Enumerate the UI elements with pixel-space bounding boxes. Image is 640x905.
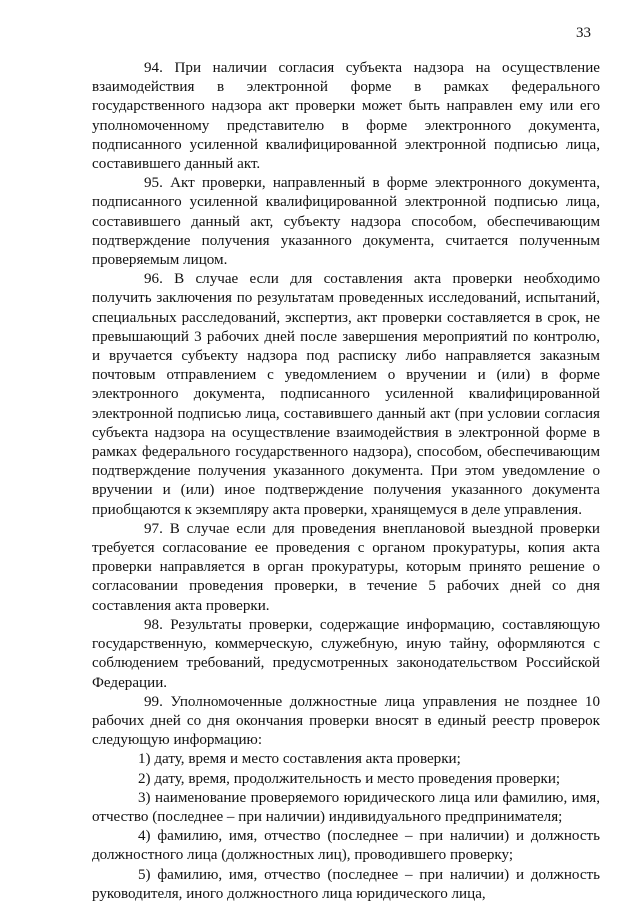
document-body	[92, 59, 600, 904]
list-item-4: 4) фамилию, имя, отчество (последнее – при наличии) и должность должностного лица (должностных лиц), проводившего проверку;	[92, 828, 600, 864]
paragraph-96: 96. В случае если для составления акта проверки необходимо получить заключения по результатам проведенных исследований, испытаний, специальных расследований, экспертиз, акт проверки составляется в срок, не превышающий 3 рабочих дней после завершения мероприятий по контролю, и вручается субъекту надзора под расписку либо направляется заказным почтовым отправлением с уведомлением о вручении и (или) в форме электронного документа, подписанного усиленной квалифицированной электронной подписью лица, составившего данный акт (при условии согласия субъекта надзора на осуществление взаимодействия в электронной форме в рамках федерального государственного надзора), способом, обеспечивающим подтверждение получения указанного документа. При этом уведомление о вручении и (или) иное подтверждение получения указанного документа приобщаются к экземпляру акта проверки, хранящемуся в деле управления.	[92, 271, 600, 518]
list-item-3: 3) наименование проверяемого юридического лица или фамилию, имя, отчество (последнее – при наличии) индивидуального предпринимателя;	[92, 789, 600, 825]
page-number: 33	[576, 25, 591, 41]
paragraph-98: 98. Результаты проверки, содержащие информацию, составляющую государственную, коммерческую, служебную, иную тайну, оформляются с соблюдением требований, предусмотренных законодательством Российской Федерации.	[92, 616, 600, 691]
list-item-2: 2) дату, время, продолжительность и место проведения проверки;	[138, 770, 561, 787]
paragraph-94: 94. При наличии согласия субъекта надзора на осуществление взаимодействия в электронной форме в рамках федерального государственного надзора акт проверки может быть направлен ему или его уполномоченному представителю в форме электронного документа, подписанного усиленной квалифицированной электронной подписью лица, составившего данный акт.	[92, 60, 600, 173]
list-item-5: 5) фамилию, имя, отчество (последнее – при наличии) и должность руководителя, иного должностного лица юридического лица,	[92, 866, 600, 902]
list-item-1: 1) дату, время и место составления акта проверки;	[138, 751, 461, 768]
paragraph-95: 95. Акт проверки, направленный в форме электронного документа, подписанного усиленной квалифицированной электронной подписью лица, составившего данный акт, субъекту надзора способом, обеспечивающим подтверждение получения указанного документа, считается полученным проверяемым лицом.	[92, 175, 600, 269]
paragraph-99: 99. Уполномоченные должностные лица управления не позднее 10 рабочих дней со дня окончания проверки вносят в единый реестр проверок следующую информацию:	[92, 693, 600, 749]
paragraph-97: 97. В случае если для проведения внеплановой выездной проверки требуется согласование ее проведения с органом прокуратуры, копия акта проверки направляется в орган прокуратуры, которым принято решение о согласовании проведения проверки, в течение 5 рабочих дней со дня составления акта проверки.	[92, 520, 600, 614]
